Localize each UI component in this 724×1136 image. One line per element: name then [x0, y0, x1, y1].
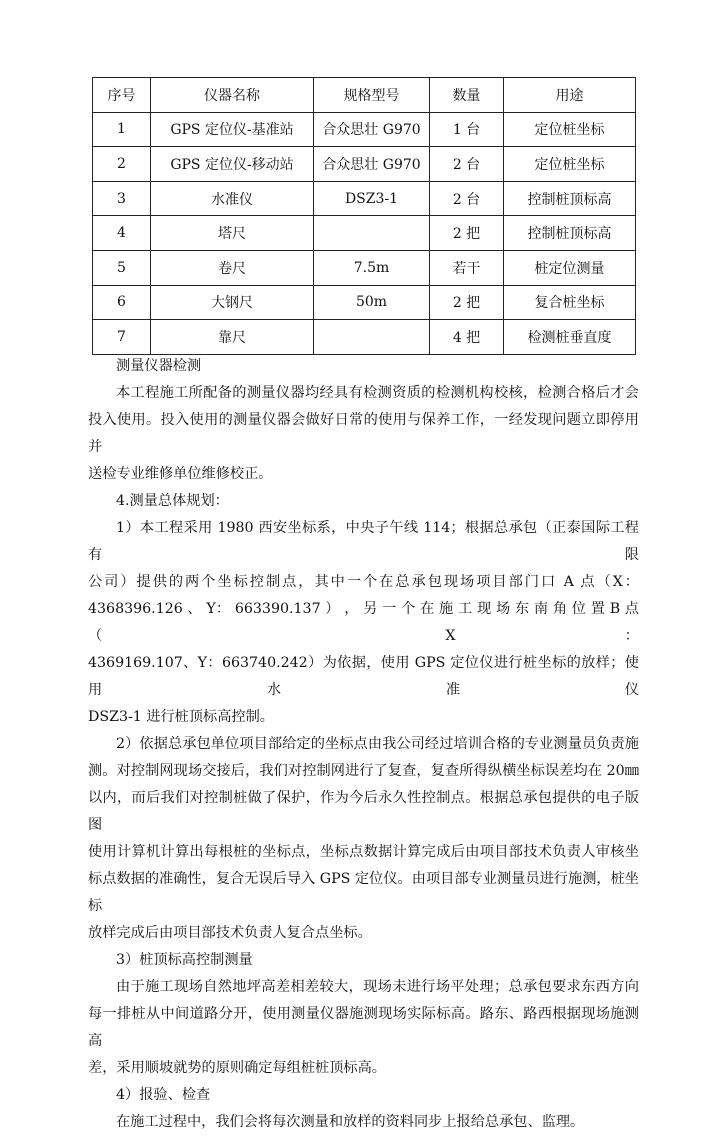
cell-quantity: 2 把: [430, 285, 504, 320]
cell-index: 6: [93, 285, 151, 320]
cell-purpose: 控制桩顶标高: [504, 181, 636, 216]
cell-purpose: 桩定位测量: [504, 250, 636, 285]
cell-model: 7.5m: [314, 250, 430, 285]
cell-purpose: 控制桩顶标高: [504, 216, 636, 251]
cell-index: 2: [93, 147, 151, 182]
cell-purpose: 复合桩坐标: [504, 285, 636, 320]
cell-index: 3: [93, 181, 151, 216]
cell-model: 50m: [314, 285, 430, 320]
cell-index: 7: [93, 320, 151, 355]
paragraph-line: 公司）提供的两个坐标控制点，其中一个在总承包现场项目部门口 A 点（X：: [88, 574, 639, 590]
inspection-heading: 测量仪器检测: [116, 358, 202, 374]
cell-model: [314, 320, 430, 355]
table-row: [93, 181, 636, 216]
paragraph-line: 标点数据的准确性，复合无误后导入 GPS 定位仪。由项目部专业测量员进行施测，桩坐标: [88, 871, 639, 914]
paragraph-line: 由于施工现场自然地坪高差相差较大，现场未进行场平处理；总承包要求东西方向: [116, 979, 639, 995]
cell-model: 合众思壮 G970: [314, 112, 430, 147]
cell-index: 5: [93, 250, 151, 285]
table-row: [93, 147, 636, 182]
cell-model: [314, 216, 430, 251]
header-cell: 序号: [93, 78, 151, 113]
cell-quantity: 若干: [430, 250, 504, 285]
header-cell: 用途: [504, 78, 636, 113]
table-row: [93, 216, 636, 251]
paragraph-line: 每一排桩从中间道路分开，使用测量仪器施测现场实际标高。路东、路西根据现场施测高: [88, 1006, 639, 1049]
cell-quantity: 4 把: [430, 320, 504, 355]
cell-name: 靠尺: [151, 320, 314, 355]
paragraph-line: 以内，而后我们对控制桩做了保护，作为今后永久性控制点。根据总承包提供的电子版图: [88, 790, 639, 833]
cell-quantity: 1 台: [430, 112, 504, 147]
planning-heading: 4.测量总体规划：: [116, 493, 229, 509]
paragraph-line: 送检专业维修单位维修校正。: [88, 466, 273, 482]
header-cell: 仪器名称: [151, 78, 314, 113]
cell-quantity: 2 台: [430, 147, 504, 182]
paragraph-line: 差，采用顺坡就势的原则确定每组桩桩顶标高。: [88, 1060, 386, 1076]
cell-quantity: 2 台: [430, 181, 504, 216]
paragraph-line: 在施工过程中，我们会将每次测量和放样的资料同步上报给总承包、监理。: [116, 1114, 585, 1130]
cell-purpose: 定位桩坐标: [504, 147, 636, 182]
cell-model: 合众思壮 G970: [314, 147, 430, 182]
cell-name: GPS 定位仪-移动站: [151, 147, 314, 182]
cell-index: 4: [93, 216, 151, 251]
paragraph-line: 本工程施工所配备的测量仪器均经具有检测资质的检测机构校核，检测合格后才会: [116, 385, 639, 401]
paragraph-line: 投入使用。投入使用的测量仪器会做好日常的使用与保养工作，一经发现问题立即停用并: [88, 412, 639, 455]
inspection-report-heading: 4）报验、检查: [116, 1087, 211, 1103]
cell-name: 塔尺: [151, 216, 314, 251]
table-header-row: [93, 78, 636, 113]
paragraph-line: DSZ3-1 进行桩顶标高控制。: [88, 709, 274, 725]
header-cell: 数量: [430, 78, 504, 113]
cell-name: GPS 定位仪-基准站: [151, 112, 314, 147]
paragraph-line: 4368396.126 、 Y： 663390.137 ） ， 另 一 个 在 施 工 现 场 东 南 角 位 置 B 点 （ X：: [88, 601, 639, 644]
paragraph-line: 2）依据总承包单位项目部给定的坐标点由我公司经过培训合格的专业测量员负责施: [116, 736, 639, 752]
paragraph-line: 1）本工程采用 1980 西安坐标系，中央子午线 114；根据总承包（正泰国际工程有限: [88, 520, 639, 563]
paragraph-line: 测。对控制网现场交接后，我们对控制网进行了复查，复查所得纵横坐标误差均在 20㎜: [88, 763, 639, 779]
cell-name: 卷尺: [151, 250, 314, 285]
cell-model: DSZ3-1: [314, 181, 430, 216]
table-row: [93, 112, 636, 147]
cell-name: 大钢尺: [151, 285, 314, 320]
cell-name: 水准仪: [151, 181, 314, 216]
body-text: [88, 353, 639, 1136]
table-row: [93, 250, 636, 285]
table-row: [93, 285, 636, 320]
cell-purpose: 检测桩垂直度: [504, 320, 636, 355]
paragraph-line: 使用计算机计算出每根桩的坐标点，坐标点数据计算完成后由项目部技术负责人审核坐: [88, 844, 639, 860]
elevation-heading: 3）桩顶标高控制测量: [116, 952, 253, 968]
header-cell: 规格型号: [314, 78, 430, 113]
paragraph-line: 放样完成后由项目部技术负责人复合点坐标。: [88, 925, 372, 941]
cell-index: 1: [93, 112, 151, 147]
paragraph-line: 4369169.107、Y：663740.242）为依据，使用 GPS 定位仪进行桩坐标的放样；使用水准仪: [88, 655, 639, 698]
instrument-table: [92, 77, 636, 355]
cell-purpose: 定位桩坐标: [504, 112, 636, 147]
table-row: [93, 320, 636, 355]
cell-quantity: 2 把: [430, 216, 504, 251]
